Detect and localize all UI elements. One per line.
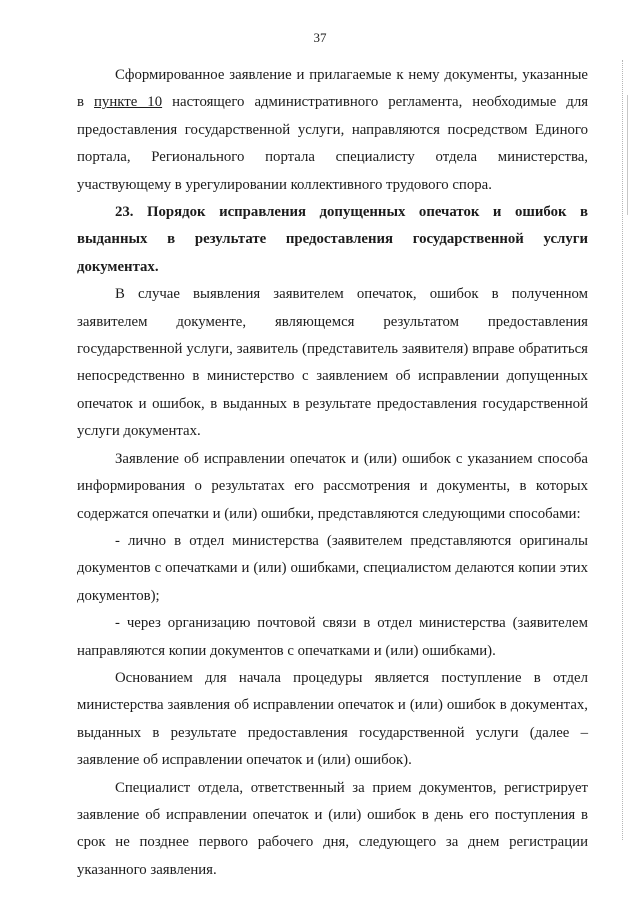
paragraph-procedure-basis: Основанием для начала процедуры является поступление в отдел министерства заявления об исправлении опечаток и (или) ошибок в документах, выданных в результате предоставления государственной услуги (далее – заявление об исправлении опечаток и (или) ошибок). <box>77 669 588 769</box>
page-number: 37 <box>313 30 327 45</box>
document-body <box>77 62 588 884</box>
paragraph-application-methods: Заявление об исправлении опечаток и (или) ошибок с указанием способа информирования о результатах его рассмотрения и документы, в которых содержатся опечатки и (или) ошибки, представляются следующими способами: <box>77 450 588 522</box>
paragraph-registration: Специалист отдела, ответственный за прием документов, регистрирует заявление об исправлении опечаток и (или) ошибок в день его поступления в срок не позднее первого рабочего дня, следующего за днем регистрации указанного заявления. <box>77 779 588 878</box>
clause-10-link[interactable]: пункте 10 <box>94 94 163 111</box>
scan-edge-marks <box>622 60 625 840</box>
paragraph-error-detection: В случае выявления заявителем опечаток, ошибок в полученном заявителем документе, являющемся результатом предоставления государственной услуги, заявитель (представитель заявителя) вправе обратиться непосредственно в министерство с заявлением об исправлении допущенных опечаток и ошибок, в выданных в результате предоставления государственной услуги документах. <box>77 286 588 440</box>
scan-edge-line <box>627 95 628 215</box>
paragraph-submission <box>77 62 588 199</box>
paragraph-text: настоящего административного регламента, необходимые для предоставления государственной услуги, направляются посредством Единого портала, Регионального портала специалисту отдела министерства, участвующему в урегулировании коллективного трудового спора. <box>77 94 589 193</box>
paragraph-text: Сформированное заявление и прилагаемые к нему документы, указанные в <box>77 67 588 111</box>
list-item-in-person: - лично в отдел министерства (заявителем представляются оригиналы документов с опечатками и (или) ошибками, специалистом делаются копии этих документов); <box>77 532 588 604</box>
list-item-by-post: - через организацию почтовой связи в отдел министерства (заявителем направляются копии документов с опечатками и (или) ошибками). <box>77 615 588 659</box>
section-23-heading: 23. Порядок исправления допущенных опечаток и ошибок в выданных в результате предоставления государственной услуги документах. <box>77 204 588 275</box>
